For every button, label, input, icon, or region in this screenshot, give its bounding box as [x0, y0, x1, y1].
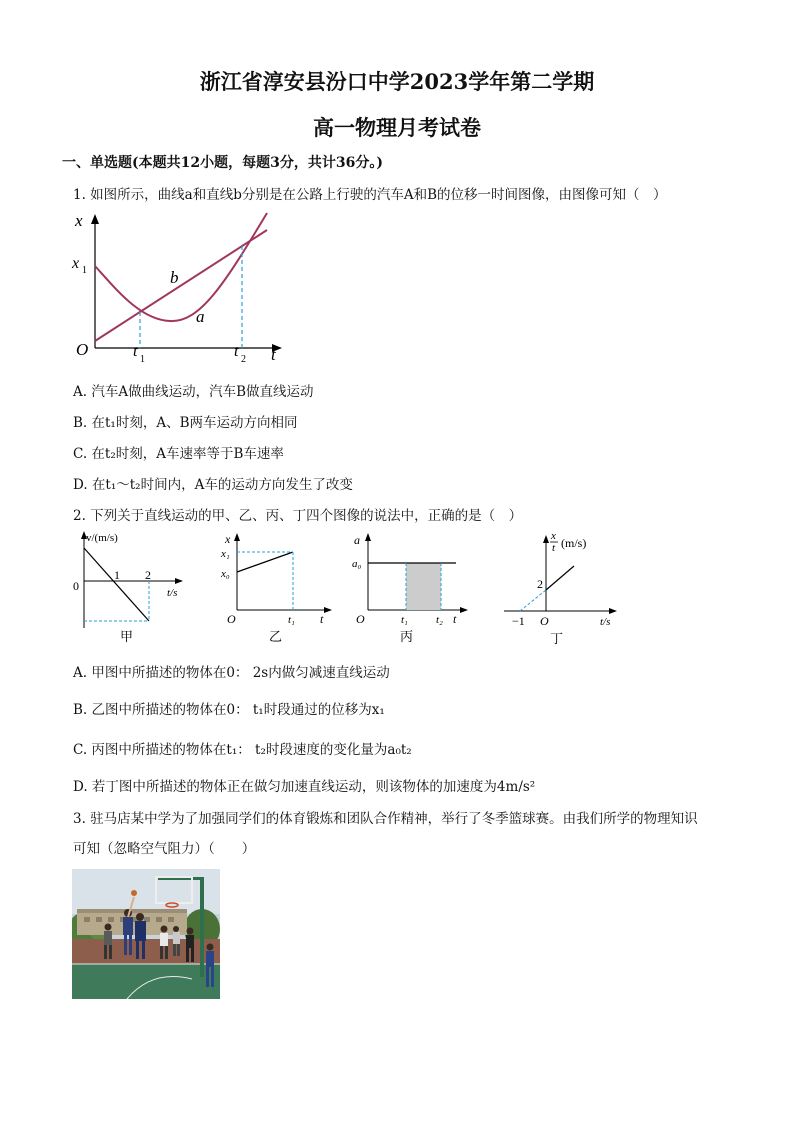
section-heading: 一、单选题(本题共12小题，每题3分，共计36分。) — [62, 155, 383, 171]
yi-t1-label: t₁ — [288, 614, 295, 626]
q2-option-d: D. 若丁图中所描述的物体正在做匀加速直线运动，则该物体的加速度为4m/s² — [73, 779, 536, 795]
jia-line — [84, 548, 149, 621]
yi-line — [237, 552, 293, 572]
yi-caption: 乙 — [269, 629, 283, 644]
q1-option-c: C. 在t₂时刻，A车速率等于B车速率 — [73, 446, 284, 462]
q2-graph-bing — [346, 530, 471, 648]
q1-option-b: B. 在t₁时刻，A、B两车运动方向相同 — [73, 415, 298, 431]
ding-origin: O — [540, 614, 549, 628]
q1-a-label: a — [196, 307, 205, 326]
bing-a0-label: a₀ — [352, 558, 362, 570]
ding-x-arrow — [609, 608, 617, 614]
q3-stem-line2: 可知（忽略空气阻力）（ ） — [73, 841, 256, 857]
q2-graph-jia — [70, 528, 190, 646]
q1-stem: 1. 如图所示，曲线a和直线b分别是在公路上行驶的汽车A和B的位移一时间图像，由图像可知（ ） — [73, 187, 667, 203]
bing-t1-label: t₁ — [401, 614, 408, 626]
q2-stem: 2. 下列关于直线运动的甲、乙、丙、丁四个图像的说法中，正确的是（ ） — [73, 508, 523, 524]
ding-ylabel-den: t — [552, 542, 556, 554]
yi-x-arrow — [324, 607, 332, 613]
ding-y-arrow — [543, 535, 549, 543]
yi-origin: O — [227, 612, 236, 626]
q1-option-d: D. 在t₁～t₂时间内，A车的运动方向发生了改变 — [73, 477, 353, 493]
q1-x1-sub: 1 — [82, 265, 87, 276]
q1-line-b — [95, 230, 267, 341]
q1-origin: O — [76, 340, 89, 359]
jia-x-arrow — [175, 578, 183, 584]
yi-y-arrow — [234, 533, 240, 541]
ding-dash-extension — [520, 590, 546, 611]
q1-figure — [70, 208, 290, 368]
yi-y-label: x — [225, 532, 231, 546]
bing-origin: O — [356, 612, 365, 626]
q2-option-b: B. 乙图中所描述的物体在0： t₁时段通过的位移为x₁ — [73, 702, 385, 718]
q1-y-arrow — [91, 214, 99, 224]
q1-b-label: b — [170, 268, 179, 287]
ding-neg-label: −1 — [512, 614, 525, 628]
q1-curve-a — [95, 213, 267, 321]
q1-x-label: t — [271, 345, 276, 364]
q2-graph-ding — [500, 528, 625, 650]
bing-shaded-area — [406, 563, 441, 610]
yi-x1-label: x₁ — [221, 548, 230, 560]
jia-x-label: t/s — [167, 587, 178, 599]
ding-ylabel-unit: (m/s) — [561, 536, 587, 550]
ding-caption: 丁 — [550, 631, 564, 646]
q1-t2-label: t — [234, 343, 239, 360]
exam-title-line1: 浙江省淳安县汾口中学2023学年第二学期 — [199, 69, 595, 94]
q2-graph-yi — [215, 530, 335, 648]
jia-tick2: 2 — [145, 568, 151, 582]
basketball-photo — [72, 869, 220, 999]
jia-y-label: v/(m/s) — [86, 532, 118, 544]
ding-ylabel-num: x — [551, 530, 556, 542]
q2-option-a: A. 甲图中所描述的物体在0： 2s内做匀减速直线运动 — [73, 665, 390, 681]
exam-title-line2: 高一物理月考试卷 — [313, 115, 481, 140]
q1-option-a: A. 汽车A做曲线运动，汽车B做直线运动 — [73, 384, 314, 400]
bing-x-label: t — [453, 612, 457, 626]
jia-tick1: 1 — [114, 568, 120, 582]
q1-y-label: x — [75, 211, 83, 230]
q1-t1-label: t — [133, 343, 138, 360]
bing-y-arrow — [365, 533, 371, 541]
jia-zero: 0 — [73, 579, 79, 593]
yi-x0-label: x₀ — [221, 568, 230, 580]
yi-x-label: t — [320, 612, 324, 626]
q1-t2-sub: 2 — [241, 354, 246, 365]
q1-x1-label: x — [72, 255, 80, 272]
ding-line — [546, 566, 574, 590]
bing-x-arrow — [460, 607, 468, 613]
ding-x-label: t/s — [600, 616, 611, 628]
jia-caption: 甲 — [120, 629, 134, 644]
bing-y-label: a — [354, 533, 360, 547]
ding-intercept: 2 — [537, 577, 543, 591]
q2-option-c: C. 丙图中所描述的物体在t₁： t₂时段速度的变化量为a₀t₂ — [73, 742, 412, 758]
q3-stem-line1: 3. 驻马店某中学为了加强同学们的体育锻炼和团队合作精神，举行了冬季篮球赛。由我们所学的物理知识 — [73, 811, 698, 827]
bing-t2-label: t₂ — [436, 614, 443, 626]
q1-t1-sub: 1 — [140, 354, 145, 365]
bing-caption: 丙 — [400, 629, 414, 644]
